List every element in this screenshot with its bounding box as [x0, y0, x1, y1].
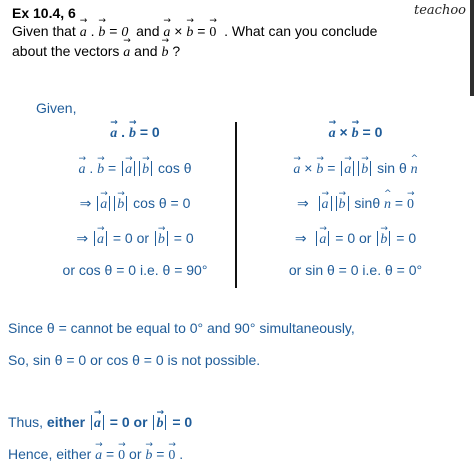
dot-line-2: ⇒ → a → b cos θ = 0	[79, 189, 191, 212]
dot-line-4: or cos θ = 0 i.e. θ = 90°	[62, 262, 208, 278]
column-divider	[235, 122, 237, 288]
teachoo-logo: teachoo	[414, 3, 466, 18]
cross-line-4: or sin θ = 0 i.e. θ = 0°	[288, 262, 423, 278]
cross-line-1: → a × → b = → a → b sin θ ^ n	[293, 154, 419, 177]
since-statement: Since θ = cannot be equal to 0° and 90° simultaneously,	[8, 320, 355, 336]
cross-line-3: ⇒ → a = 0 or → b = 0	[294, 224, 417, 247]
dot-heading: → a . → b = 0	[110, 118, 160, 141]
question-line-2: about the vectors → a and → b ?	[12, 36, 181, 60]
dot-line-3: ⇒ → a = 0 or → b = 0	[76, 224, 194, 247]
so-statement: So, sin θ = 0 or cos θ = 0 is not possible.	[8, 352, 261, 368]
dot-line-1: → a . → b = → a → b cos θ	[78, 154, 192, 177]
question-block	[12, 4, 377, 62]
question-line-1: Given that → a . → b = 0 and → a × → b = → 0 . What can you conclude	[12, 16, 378, 40]
thus-statement: Thus, either → a = 0 or → b = 0	[8, 408, 193, 431]
cross-line-2: ⇒ → a → b sinθ ^ n = → 0	[297, 189, 415, 212]
hence-statement: Hence, either → a = → 0 or → b = → 0 .	[8, 440, 184, 463]
given-label: Given,	[36, 100, 77, 116]
exercise-title: Ex 10.4, 6	[12, 5, 76, 21]
cross-heading: → a × → b = 0	[328, 118, 383, 141]
scrollbar-edge	[470, 0, 474, 96]
